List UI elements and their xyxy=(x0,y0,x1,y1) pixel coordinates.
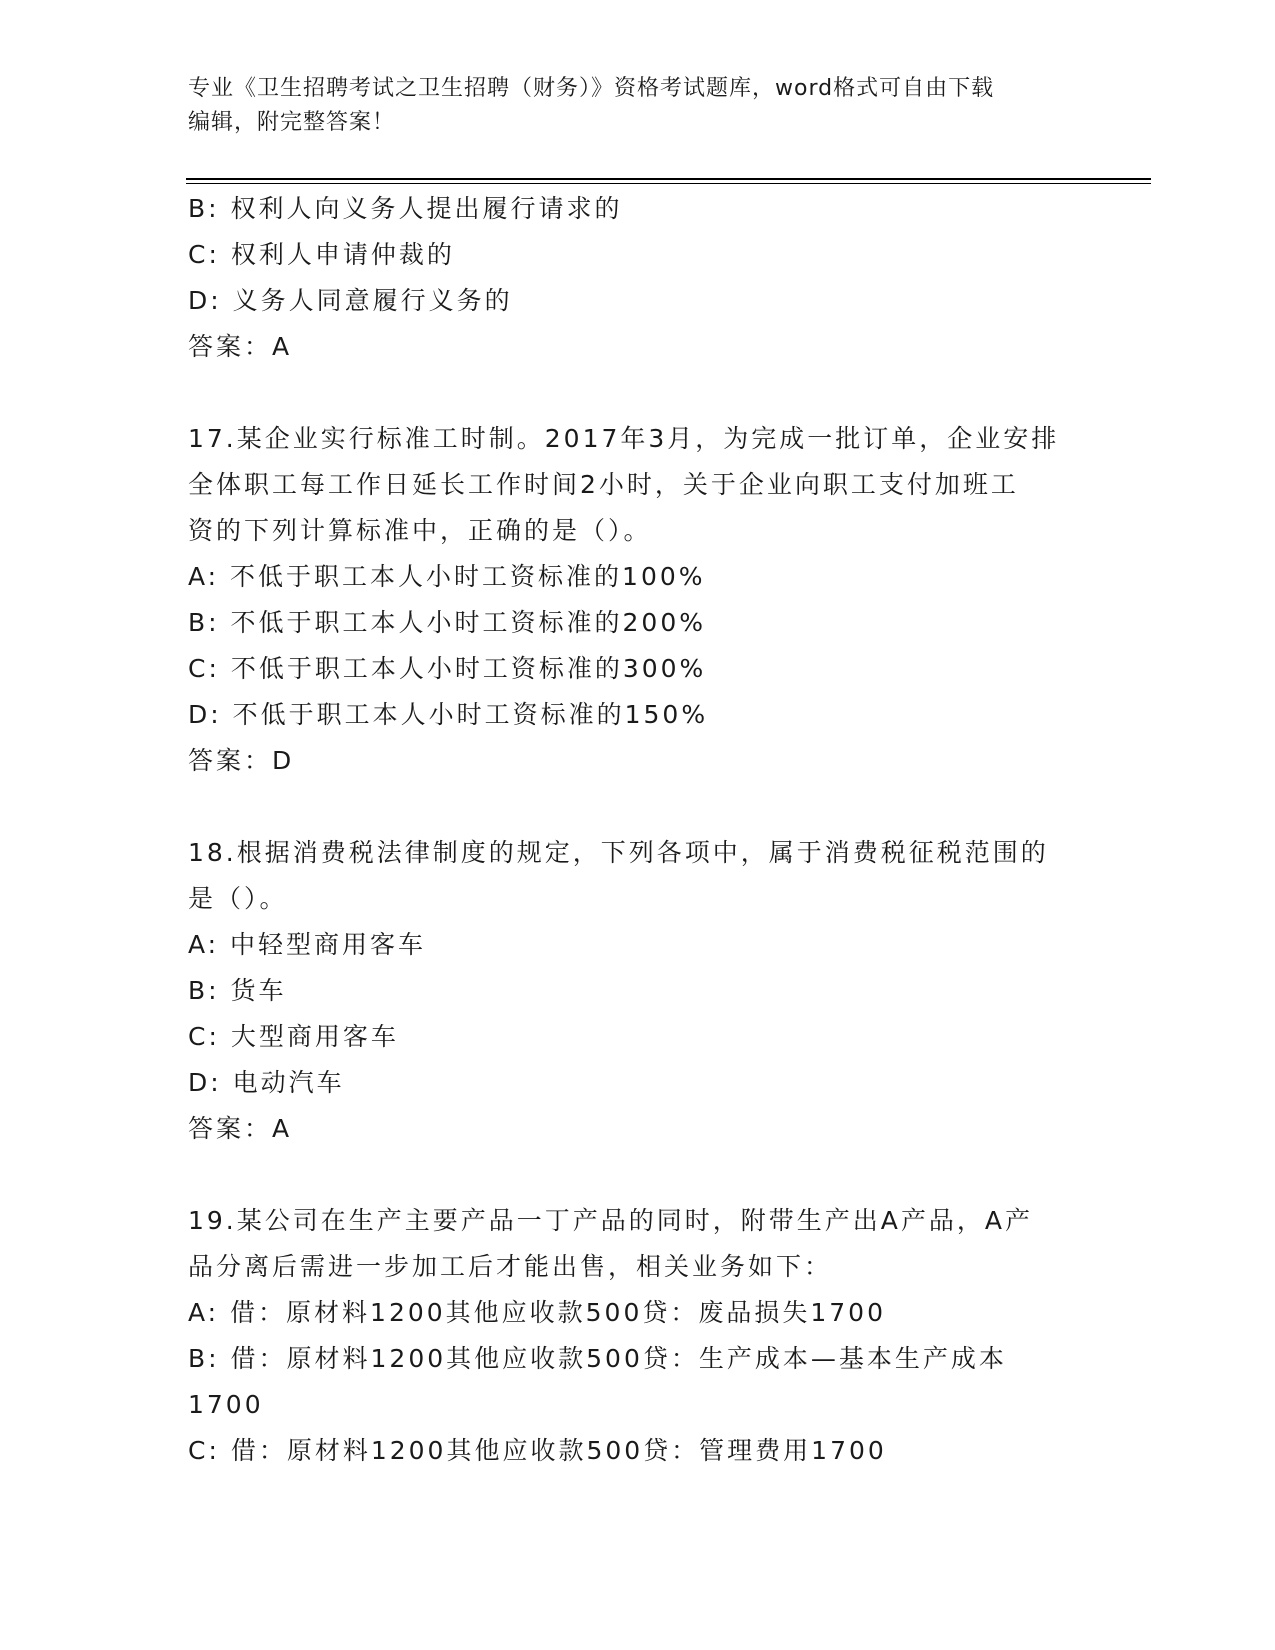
question-stem-line: 17.某企业实行标准工时制。2017年3月，为完成一批订单，企业安排 xyxy=(188,424,1060,453)
spacer xyxy=(188,370,1088,416)
answer-line: 答案：A xyxy=(188,1114,293,1143)
option-c: C: 借：原材料1200其他应收款500贷：管理费用1700 xyxy=(188,1436,887,1465)
document-header xyxy=(188,72,1068,140)
question-17 xyxy=(188,416,1088,784)
option-c: C: 大型商用客车 xyxy=(188,1022,399,1051)
option-a: A: 借：原材料1200其他应收款500贷：废品损失1700 xyxy=(188,1298,886,1327)
question-content xyxy=(188,186,1088,1474)
question-18 xyxy=(188,830,1088,1152)
question-stem-line: 19.某公司在生产主要产品一丁产品的同时，附带生产出A产品，A产 xyxy=(188,1206,1033,1235)
question-19 xyxy=(188,1198,1088,1474)
option-b-continued: 1700 xyxy=(188,1390,264,1419)
question-stem-line: 18.根据消费税法律制度的规定，下列各项中，属于消费税征税范围的 xyxy=(188,838,1049,867)
spacer xyxy=(188,1152,1088,1198)
option-b: B: 借：原材料1200其他应收款500贷：生产成本—基本生产成本 xyxy=(188,1344,1007,1373)
option-d: D: 电动汽车 xyxy=(188,1068,345,1097)
option-c: C: 不低于职工本人小时工资标准的300% xyxy=(188,654,707,683)
option-a: A: 中轻型商用客车 xyxy=(188,930,427,959)
question-stem-line: 资的下列计算标准中，正确的是（）。 xyxy=(188,516,652,545)
option-a: A: 不低于职工本人小时工资标准的100% xyxy=(188,562,706,591)
prev-question-block xyxy=(188,186,1088,370)
option-b: B: 不低于职工本人小时工资标准的200% xyxy=(188,608,706,637)
answer-line: 答案：A xyxy=(188,332,293,361)
header-divider-thin xyxy=(186,183,1151,184)
option-d: D: 不低于职工本人小时工资标准的150% xyxy=(188,700,709,729)
question-stem-line: 是（）。 xyxy=(188,884,288,913)
header-divider-thick xyxy=(186,178,1151,180)
header-line-2: 编辑，附完整答案！ xyxy=(188,110,396,135)
question-stem-line: 品分离后需进一步加工后才能出售，相关业务如下： xyxy=(188,1252,833,1281)
option-d: D: 义务人同意履行义务的 xyxy=(188,286,513,315)
option-c: C: 权利人申请仲裁的 xyxy=(188,240,455,269)
spacer xyxy=(188,784,1088,830)
answer-line: 答案：D xyxy=(188,746,295,775)
question-stem-line: 全体职工每工作日延长工作时间2小时，关于企业向职工支付加班工 xyxy=(188,470,1019,499)
option-b: B: 权利人向义务人提出履行请求的 xyxy=(188,194,623,223)
header-line-1: 专业《卫生招聘考试之卫生招聘（财务）》资格考试题库，word格式可自由下载 xyxy=(188,76,995,101)
option-b: B: 货车 xyxy=(188,976,287,1005)
